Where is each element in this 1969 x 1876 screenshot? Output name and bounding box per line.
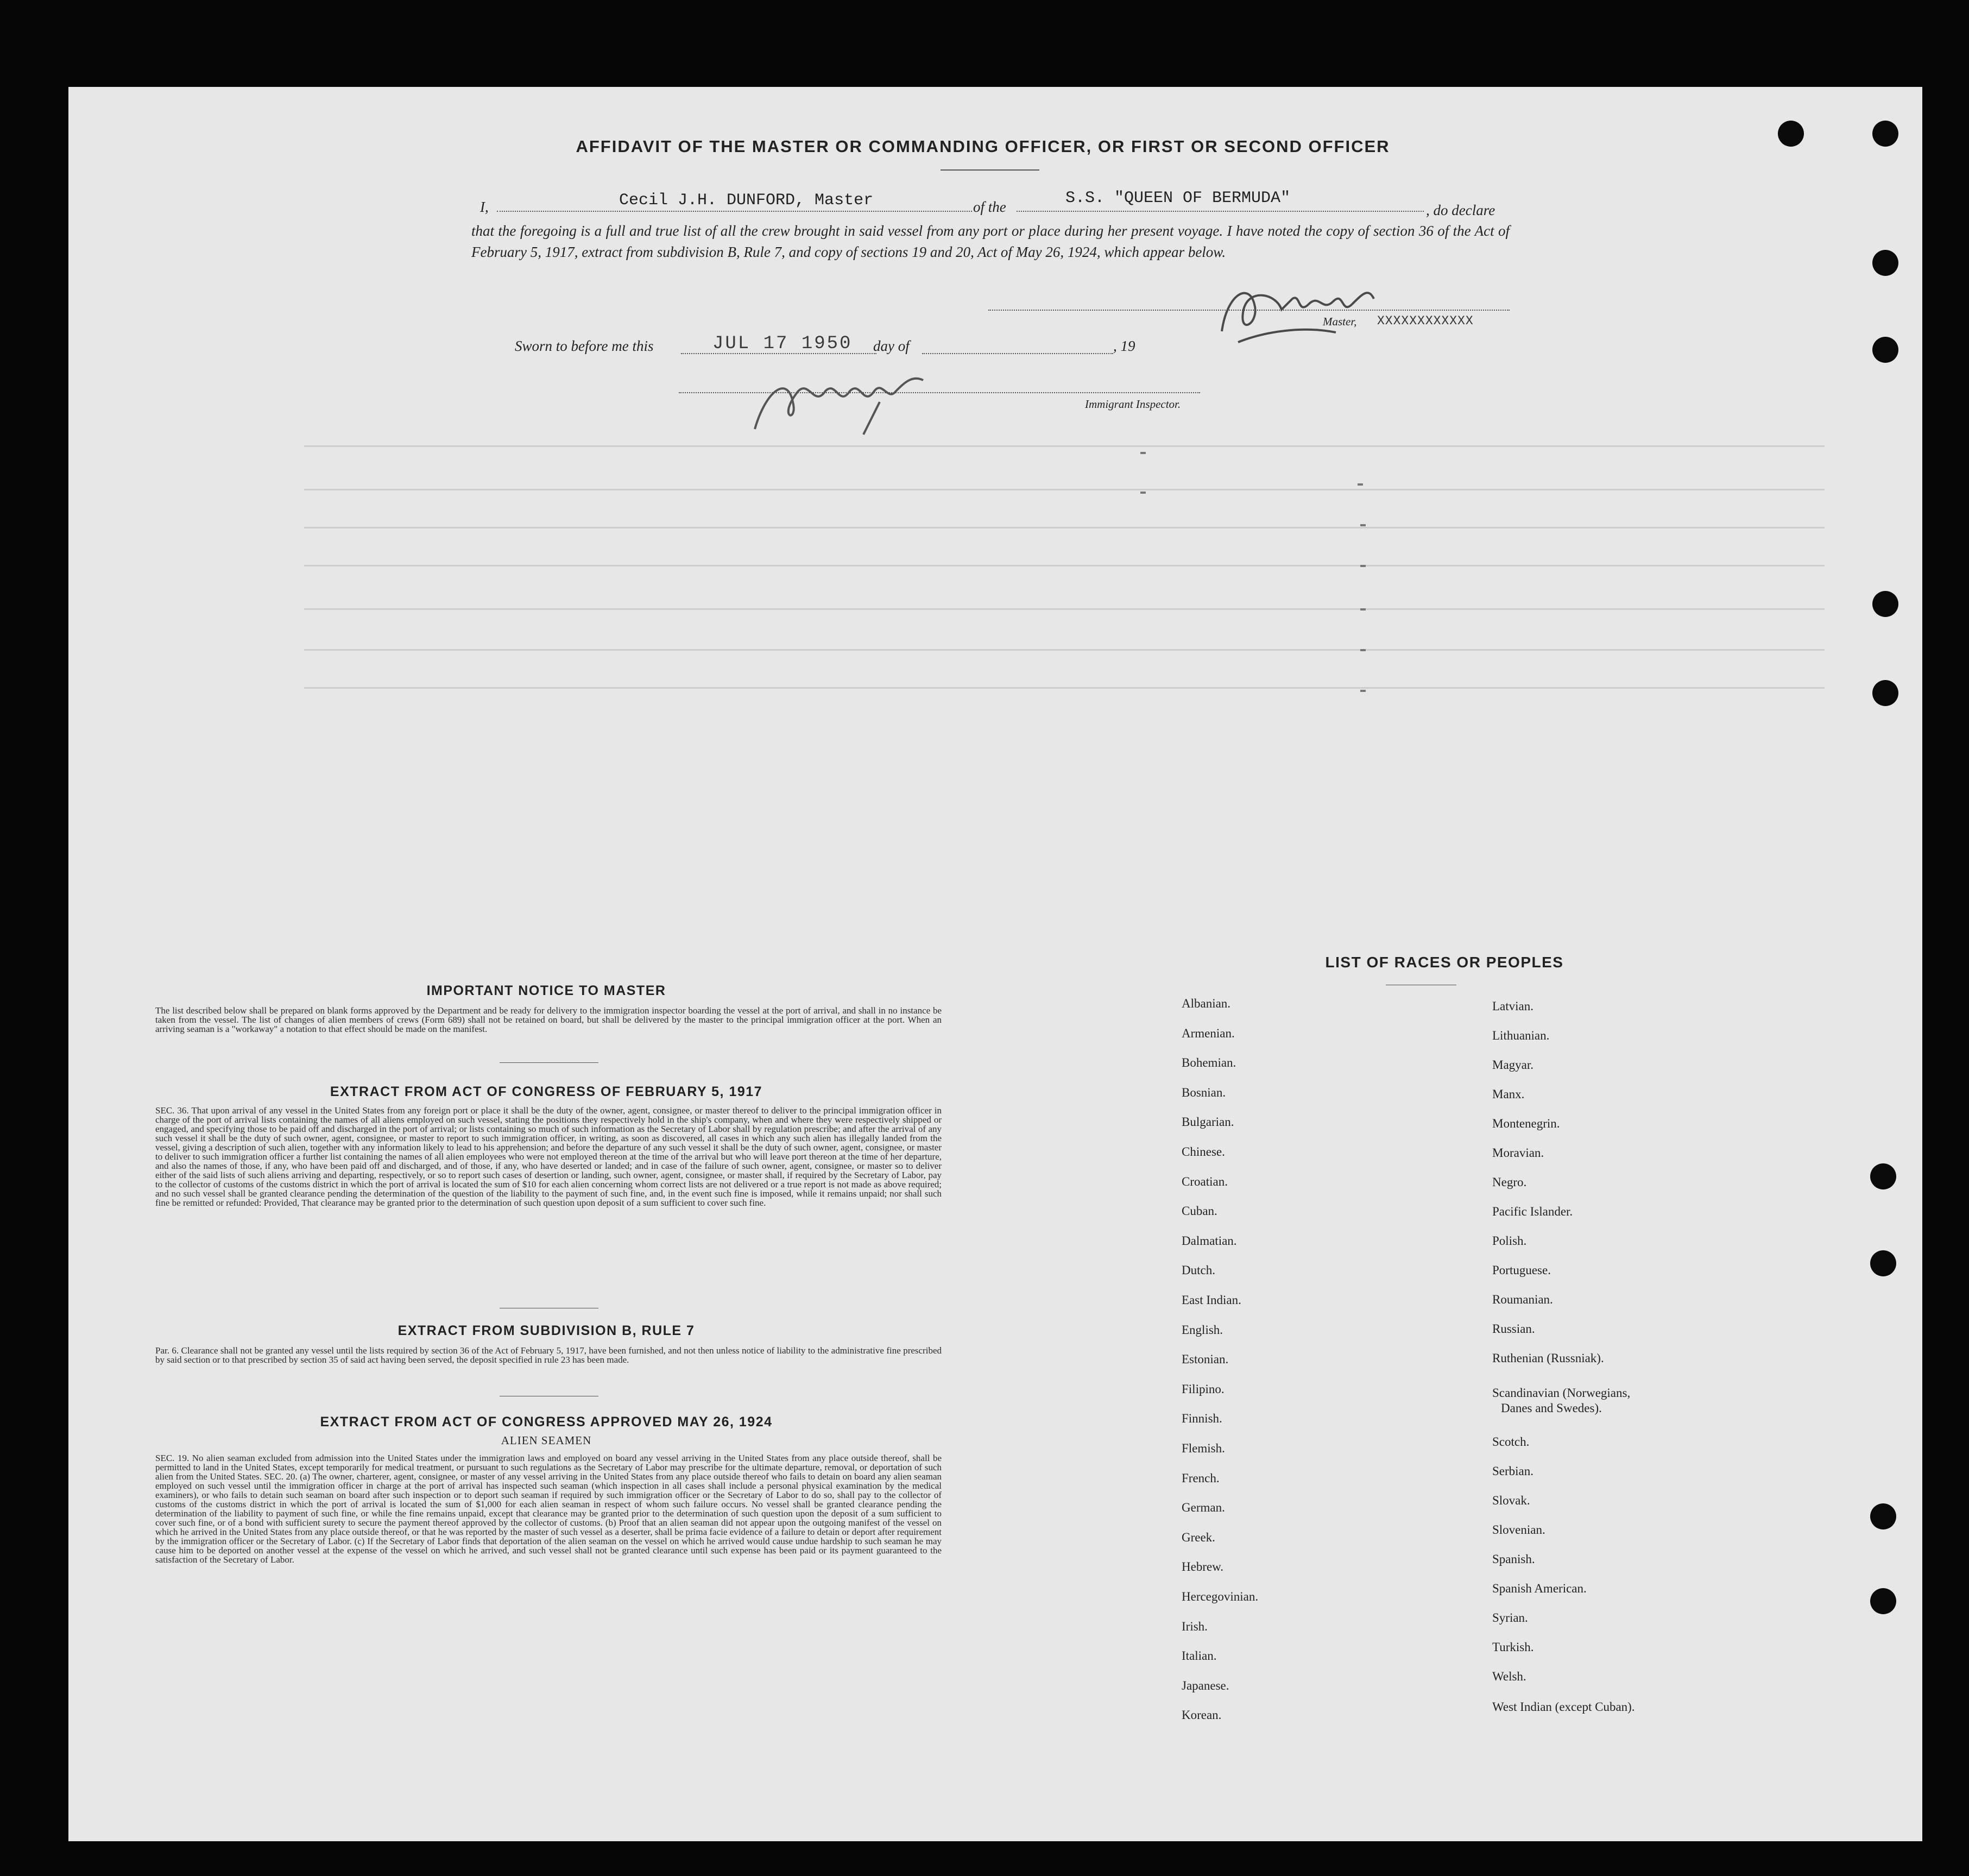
inspector-signature — [744, 358, 972, 440]
race-item: Cuban. — [1182, 1204, 1217, 1218]
punch-hole — [1872, 591, 1898, 617]
race-item: Magyar. — [1492, 1058, 1534, 1072]
race-item: Lithuanian. — [1492, 1029, 1550, 1042]
race-item: Portuguese. — [1492, 1263, 1551, 1277]
race-item: Bosnian. — [1182, 1085, 1226, 1099]
race-item: Serbian. — [1492, 1464, 1534, 1478]
notice-text: The list described below shall be prepared on blank forms approved by the Department and be ready for delivery to the immigration inspector boarding the vessel at the port of arrival, and shall in no instance be taken from the vessel. The list of changes of alien members of crews (Form 689) shall not be retained on board, but shall be delivered by the master to the principal immigration officer at the port. When an arriving seaman is a "workaway" a notation to that effect should be made on the manifest. — [155, 1005, 942, 1034]
race-item: Greek. — [1182, 1530, 1215, 1544]
punch-hole — [1872, 337, 1898, 363]
race-item: Latvian. — [1492, 999, 1533, 1013]
punch-hole — [1870, 1588, 1896, 1614]
inspector-label: Immigrant Inspector. — [1085, 398, 1181, 411]
master-signature — [1206, 272, 1455, 353]
race-item: Welsh. — [1492, 1670, 1526, 1683]
race-item: Flemish. — [1182, 1441, 1225, 1455]
notice-heading: IMPORTANT NOTICE TO MASTER — [426, 983, 666, 998]
race-item: Albanian. — [1182, 997, 1231, 1010]
race-item: Finnish. — [1182, 1412, 1222, 1426]
title-divider — [941, 169, 1039, 171]
day-of-label: day of — [873, 338, 910, 354]
extract-1924-text: SEC. 19. No alien seaman excluded from admission into the United States under the immigration laws and employed on board any vessel arriving in the United States from any place outside thereof, shall be permitted to land in the United States, except temporarily for medical treatment, or pursuant to such regulations as the Secretary of Labor may prescribe for the ultimate departure, removal, or deportation of such alien from the United States. SEC. 20. (a) The owner, charterer, agent, consignee, or master of any vessel arriving in the United States from any place outside thereof who fails to detain on board any alien seaman employed on such vessel until the immigration officer in charge at the port of arrival has inspected such seaman (which inspection in all cases shall include a personal physical examination by the medical examiners), or who fails to detain such seaman on board after such inspection or to deport such seaman if required by such immigration officer or the Secretary of Labor to do so, shall pay to the collector of customs of the customs district in which the port of arrival is located the sum of $1,000 for each alien seaman in respect of whom such failure occurs. No vessel shall be granted clearance pending the determination of the liability to payment of such fine, or while the fine remains unpaid, except that clearance may be granted prior to the determination of such question upon the deposit of a sum sufficient to cover such fine, or of a bond with sufficient surety to secure the payment thereof approved by the collector of customs. (b) Proof that an alien seaman did not appear upon the outgoing manifest of the vessel on which he arrived in the United States from any place outside thereof, or that he was reported by the master of such vessel as a deserter, shall be prima facie evidence of a failure to detain or deport after requirement by the immigration officer or the Secretary of Labor. (c) If the Secretary of Labor finds that deportation of the alien seaman on the vessel on which he arrived would cause undue hardship to such seaman he may cause him to be deported on another vessel at the expense of the vessel on which he arrived, and such vessel shall not be granted clearance until such expense has been paid or its payment guaranteed to the satisfaction of the Secretary of Labor. — [155, 1453, 942, 1565]
inspector-signature-line — [679, 392, 1200, 393]
punch-hole — [1872, 680, 1898, 706]
extract-1924-subheading: ALIEN SEAMEN — [501, 1434, 592, 1447]
race-item: Syrian. — [1492, 1611, 1528, 1625]
race-item: Spanish American. — [1492, 1582, 1587, 1595]
race-item: Dutch. — [1182, 1263, 1215, 1277]
race-item: Slovenian. — [1492, 1523, 1545, 1537]
race-item: East Indian. — [1182, 1293, 1241, 1307]
struck-title: XXXXXXXXXXXX — [1377, 314, 1474, 328]
affidavit-statement: that the foregoing is a full and true list of all the crew brought in said vessel from any port or place during her present voyage. I have noted the copy of section 36 of the Act of February 5, 1917, extract from subdivision B, Rule 7, and copy of sections 19 and 20, Act of May 26, 1924, which appear below. — [471, 223, 1510, 260]
race-item: Hercegovinian. — [1182, 1590, 1259, 1603]
race-item: German. — [1182, 1501, 1225, 1515]
race-item: Turkish. — [1492, 1640, 1534, 1654]
race-item: Korean. — [1182, 1708, 1222, 1722]
extract-1924-heading: EXTRACT FROM ACT OF CONGRESS APPROVED MAY 26, 1924 — [320, 1414, 773, 1430]
race-item: Filipino. — [1182, 1382, 1225, 1396]
race-item: Pacific Islander. — [1492, 1205, 1573, 1218]
race-item: Bohemian. — [1182, 1056, 1236, 1070]
race-item: Armenian. — [1182, 1026, 1235, 1040]
punch-hole — [1778, 121, 1804, 147]
punch-hole — [1872, 121, 1898, 147]
of-the-label: of the — [973, 199, 1006, 215]
race-item: Bulgarian. — [1182, 1115, 1234, 1129]
race-item: Estonian. — [1182, 1352, 1229, 1367]
race-item: Moravian. — [1492, 1146, 1544, 1160]
race-item: Dalmatian. — [1182, 1233, 1237, 1248]
race-item: Ruthenian (Russniak). — [1492, 1351, 1604, 1365]
race-item: Polish. — [1492, 1234, 1527, 1248]
race-item: Hebrew. — [1182, 1560, 1224, 1574]
affidavit-title: AFFIDAVIT OF THE MASTER OR COMMANDING OFFICER, OR FIRST OR SECOND OFFICER — [576, 137, 1390, 156]
do-declare-label: , do declare — [1426, 202, 1495, 218]
punch-hole — [1870, 1250, 1896, 1276]
affidavit-prefix: I, — [480, 199, 489, 215]
master-label: Master, — [1323, 315, 1357, 328]
race-item: Croatian. — [1182, 1174, 1228, 1188]
race-item: Russian. — [1492, 1322, 1535, 1336]
sworn-prefix: Sworn to before me this — [515, 338, 654, 354]
race-item: Spanish. — [1492, 1552, 1535, 1566]
race-item: Roumanian. — [1492, 1293, 1553, 1306]
race-item: Scotch. — [1492, 1435, 1530, 1449]
race-item: Manx. — [1492, 1087, 1525, 1101]
race-item: Montenegrin. — [1492, 1117, 1560, 1130]
race-item: Japanese. — [1182, 1678, 1229, 1692]
race-item: Chinese. — [1182, 1145, 1225, 1159]
punch-hole — [1870, 1503, 1896, 1529]
master-name: Cecil J.H. DUNFORD, Master — [619, 191, 874, 210]
race-item: Danes and Swedes). — [1501, 1401, 1602, 1415]
race-item: Italian. — [1182, 1649, 1217, 1663]
race-item: West Indian (except Cuban). — [1492, 1700, 1635, 1714]
punch-hole — [1872, 250, 1898, 276]
year-prefix: , 19 — [1113, 338, 1135, 354]
extract-1917-text: SEC. 36. That upon arrival of any vessel in the United States from any foreign port or place it shall be the duty of the owner, agent, consignee, or master thereof to deliver to the principal immigration officer in charge of the port of arrival lists containing the names of all aliens employed on such vessel, stating the positions they respectively hold in the ship's company, when and where they were respectively shipped or engaged, and specifying those to be paid off and discharged in the port of arrival; or lists containing so much of such information as the Secretary of Labor shall by regulation prescribe; and after the arrival of any such vessel it shall be the duty of such owner, agent, consignee, or master to report to such immigration officer, in writing, as soon as discovered, all cases in which any such alien has illegally landed from the vessel, giving a description of such alien, together with any information likely to lead to his apprehension; and before the departure of any such vessel it shall be the duty of such owner, agent, consignee, or master to deliver to such immigration officer a further list containing the names of all alien employees who were not employed thereon at the time of the arrival but who will leave port thereon at the time of her departure, and also the names of those, if any, who have been paid off and discharged, and of those, if any, who have deserted or landed; and in case of the failure of such owner, agent, consignee, or master so to deliver either of the said lists of such aliens arriving and departing, respectively, or so to report such cases of desertion or landing, such owner, agent, consignee, or master shall, if required by the Secretary of Labor, pay to the collector of customs of the customs district in which the port of arrival is located the sum of $10 for each alien concerning whom correct lists are not delivered or a true report is not made as above required; and no such vessel shall be granted clearance pending the determination of the question of the liability to the payment of such fine, and, in the event such fine is imposed, while it remains unpaid; nor shall such fine be remitted or refunded: Provided, That clearance may be granted prior to the determination of such question upon deposit of a sum sufficient to cover such fine. — [155, 1105, 942, 1208]
race-item: Slovak. — [1492, 1494, 1530, 1507]
race-item: French. — [1182, 1471, 1220, 1485]
race-item: Negro. — [1492, 1175, 1527, 1189]
date-stamp: JUL 17 1950 — [712, 333, 853, 354]
extract-1917-heading: EXTRACT FROM ACT OF CONGRESS OF FEBRUARY 5, 1917 — [330, 1084, 763, 1099]
race-item: English. — [1182, 1323, 1223, 1337]
extract-rule7-text: Par. 6. Clearance shall not be granted any vessel until the lists required by section 36 of the Act of February 5, 1917, have been furnished, and not then unless notice of liability to the administrative fine prescribed by said section or to that prescribed by section 35 of said act having been served, the deposit specified in rule 23 has been made. — [155, 1345, 942, 1365]
races-title: LIST OF RACES OR PEOPLES — [1325, 954, 1564, 971]
race-item: Scandinavian (Norwegians, — [1492, 1386, 1631, 1400]
extract-rule7-heading: EXTRACT FROM SUBDIVISION B, RULE 7 — [397, 1323, 695, 1338]
punch-hole — [1870, 1163, 1896, 1189]
race-item: Irish. — [1182, 1619, 1208, 1633]
vessel-name: S.S. "QUEEN OF BERMUDA" — [1065, 189, 1291, 207]
